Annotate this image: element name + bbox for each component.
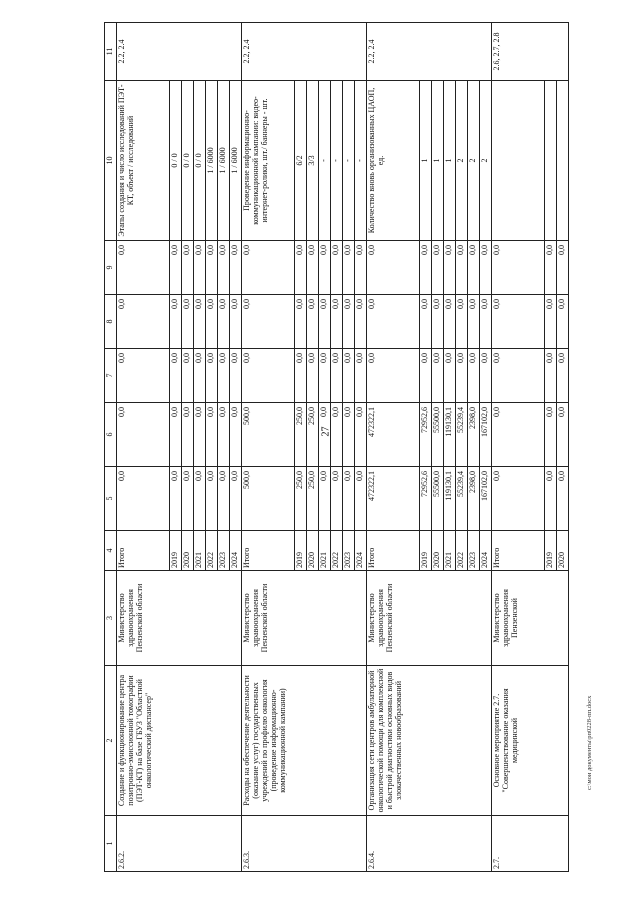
year-cell: 2023 bbox=[343, 531, 355, 571]
indicator-ref: 2.2, 2.4 bbox=[367, 23, 492, 81]
value-cell: 0,0 bbox=[343, 403, 355, 467]
value-cell: 0,0 bbox=[319, 467, 331, 531]
value-cell: 0,0 bbox=[343, 349, 355, 403]
table-row bbox=[492, 23, 545, 872]
indicator-value: 2 bbox=[468, 81, 480, 241]
value-cell: 0,0 bbox=[367, 241, 420, 295]
value-cell: 0,0 bbox=[117, 467, 170, 531]
value-cell: 0,0 bbox=[545, 467, 557, 531]
value-cell: 0,0 bbox=[432, 241, 444, 295]
item-name: Организация сети центров амбулаторной онкологической помощи для комплексной и быстрой диагностики основных видов злокачественных новообразований bbox=[367, 666, 492, 816]
value-cell: 119130,1 bbox=[444, 467, 456, 531]
column-number-5: 5 bbox=[105, 467, 117, 531]
year-cell: Итого bbox=[367, 531, 420, 571]
value-cell: 0,0 bbox=[319, 295, 331, 349]
value-cell: 55500,0 bbox=[432, 403, 444, 467]
value-cell: 0,0 bbox=[557, 467, 569, 531]
year-cell: Итого bbox=[117, 531, 170, 571]
column-number-6: 6 bbox=[105, 403, 117, 467]
value-cell: 0,0 bbox=[206, 295, 218, 349]
value-cell: 0,0 bbox=[331, 241, 343, 295]
value-cell: 0,0 bbox=[319, 241, 331, 295]
value-cell: 500,0 bbox=[242, 403, 295, 467]
year-cell: 2023 bbox=[468, 531, 480, 571]
item-name: Создание и функционирование центра позитронно-эмиссионной томографии (ПЭТ-КТ) на базе ГБУЗ "Областной онкологический диспансер" bbox=[117, 666, 242, 816]
value-cell: 0,0 bbox=[492, 403, 545, 467]
indicator-value: - bbox=[331, 81, 343, 241]
value-cell: 0,0 bbox=[218, 467, 230, 531]
value-cell: 0,0 bbox=[242, 241, 295, 295]
indicator-text bbox=[492, 81, 545, 241]
year-cell: 2019 bbox=[420, 531, 432, 571]
column-number-4: 4 bbox=[105, 531, 117, 571]
value-cell: 0,0 bbox=[492, 349, 545, 403]
indicator-value: 1 / 6000 bbox=[230, 81, 242, 241]
year-cell: Итого bbox=[492, 531, 545, 571]
column-number-2: 2 bbox=[105, 666, 117, 816]
value-cell: 0,0 bbox=[182, 467, 194, 531]
value-cell: 167102,0 bbox=[480, 403, 492, 467]
value-cell: 0,0 bbox=[206, 467, 218, 531]
year-cell: 2019 bbox=[170, 531, 182, 571]
year-cell: 2024 bbox=[355, 531, 367, 571]
value-cell: 0,0 bbox=[444, 241, 456, 295]
indicator-value bbox=[545, 81, 557, 241]
value-cell: 0,0 bbox=[557, 403, 569, 467]
value-cell: 0,0 bbox=[170, 295, 182, 349]
value-cell: 0,0 bbox=[206, 241, 218, 295]
year-cell: 2022 bbox=[456, 531, 468, 571]
value-cell: 0,0 bbox=[444, 349, 456, 403]
value-cell: 0,0 bbox=[307, 295, 319, 349]
value-cell: 0,0 bbox=[218, 403, 230, 467]
value-cell: 0,0 bbox=[492, 467, 545, 531]
value-cell: 0,0 bbox=[206, 403, 218, 467]
value-cell: 0,0 bbox=[295, 349, 307, 403]
indicator-ref: 2.6, 2.7, 2.8 bbox=[492, 23, 569, 81]
value-cell: 0,0 bbox=[182, 403, 194, 467]
indicator-value: - bbox=[355, 81, 367, 241]
table-row bbox=[117, 23, 170, 872]
value-cell: 0,0 bbox=[230, 295, 242, 349]
value-cell: 0,0 bbox=[295, 295, 307, 349]
value-cell: 250,0 bbox=[295, 403, 307, 467]
year-cell: 2021 bbox=[444, 531, 456, 571]
value-cell: 0,0 bbox=[480, 241, 492, 295]
item-executor: Министерство здравоохранения Пензенской области bbox=[242, 571, 367, 666]
indicator-value: 1 bbox=[420, 81, 432, 241]
year-cell: 2020 bbox=[557, 531, 569, 571]
year-cell: 2019 bbox=[545, 531, 557, 571]
item-number: 2.7. bbox=[492, 816, 569, 872]
value-cell: 0,0 bbox=[545, 295, 557, 349]
indicator-ref: 2.2, 2.4 bbox=[242, 23, 367, 81]
indicator-ref: 2.2, 2.4 bbox=[117, 23, 242, 81]
value-cell: 2398,0 bbox=[468, 403, 480, 467]
item-executor: Министерство здравоохранения Пензенской bbox=[492, 571, 569, 666]
value-cell: 0,0 bbox=[331, 403, 343, 467]
value-cell: 0,0 bbox=[557, 241, 569, 295]
indicator-value bbox=[557, 81, 569, 241]
table-row bbox=[367, 23, 420, 872]
value-cell: 0,0 bbox=[194, 467, 206, 531]
program-table bbox=[104, 22, 569, 872]
value-cell: 0,0 bbox=[170, 403, 182, 467]
rotated-table-container bbox=[104, 22, 609, 872]
value-cell: 0,0 bbox=[218, 295, 230, 349]
value-cell: 0,0 bbox=[218, 349, 230, 403]
value-cell: 0,0 bbox=[355, 467, 367, 531]
value-cell: 0,0 bbox=[230, 241, 242, 295]
value-cell: 0,0 bbox=[545, 349, 557, 403]
indicator-value: 6/2 bbox=[295, 81, 307, 241]
value-cell: 0,0 bbox=[194, 403, 206, 467]
page-number: 27 bbox=[320, 426, 332, 437]
value-cell: 0,0 bbox=[242, 349, 295, 403]
value-cell: 0,0 bbox=[355, 295, 367, 349]
value-cell: 0,0 bbox=[331, 295, 343, 349]
indicator-value: 1 / 6000 bbox=[218, 81, 230, 241]
value-cell: 0,0 bbox=[343, 467, 355, 531]
year-cell: Итого bbox=[242, 531, 295, 571]
column-numbers-row bbox=[105, 23, 117, 872]
value-cell: 167102,0 bbox=[480, 467, 492, 531]
year-cell: 2020 bbox=[432, 531, 444, 571]
value-cell: 250,0 bbox=[307, 467, 319, 531]
indicator-value: 0 / 0 bbox=[194, 81, 206, 241]
value-cell: 0,0 bbox=[420, 241, 432, 295]
value-cell: 0,0 bbox=[194, 241, 206, 295]
value-cell: 0,0 bbox=[170, 467, 182, 531]
item-number: 2.6.4. bbox=[367, 816, 492, 872]
value-cell: 0,0 bbox=[545, 241, 557, 295]
value-cell: 0,0 bbox=[367, 349, 420, 403]
value-cell: 72952,6 bbox=[420, 467, 432, 531]
value-cell: 0,0 bbox=[307, 349, 319, 403]
column-number-7: 7 bbox=[105, 349, 117, 403]
value-cell: 0,0 bbox=[117, 403, 170, 467]
item-name: Основное мероприятие 2.7. "Совершенствование оказания медицинской bbox=[492, 666, 569, 816]
item-name: Расходы на обеспечение деятельности (оказание услуг) государственных учреждений по профилю онкология (проведение информационно-коммуникационной кампании) bbox=[242, 666, 367, 816]
value-cell: 0,0 bbox=[492, 295, 545, 349]
value-cell: 500,0 bbox=[242, 467, 295, 531]
item-number: 2.6.3. bbox=[242, 816, 367, 872]
value-cell: 0,0 bbox=[456, 295, 468, 349]
value-cell: 0,0 bbox=[230, 403, 242, 467]
item-executor: Министерство здравоохранения Пензенской области bbox=[367, 571, 492, 666]
value-cell: 0,0 bbox=[355, 403, 367, 467]
value-cell: 0,0 bbox=[319, 349, 331, 403]
value-cell: 0,0 bbox=[367, 295, 420, 349]
value-cell: 0,0 bbox=[355, 349, 367, 403]
value-cell: 0,0 bbox=[331, 467, 343, 531]
value-cell: 0,0 bbox=[117, 349, 170, 403]
value-cell: 0,0 bbox=[557, 349, 569, 403]
column-number-11: 11 bbox=[105, 23, 117, 81]
year-cell: 2019 bbox=[295, 531, 307, 571]
value-cell: 250,0 bbox=[307, 403, 319, 467]
column-number-1: 1 bbox=[105, 816, 117, 872]
indicator-value: 1 bbox=[444, 81, 456, 241]
year-cell: 2020 bbox=[182, 531, 194, 571]
value-cell: 250,0 bbox=[295, 467, 307, 531]
value-cell: 55239,4 bbox=[456, 467, 468, 531]
year-cell: 2022 bbox=[331, 531, 343, 571]
value-cell: 0,0 bbox=[468, 241, 480, 295]
column-number-3: 3 bbox=[105, 571, 117, 666]
indicator-value: 1 / 6000 bbox=[206, 81, 218, 241]
value-cell: 0,0 bbox=[432, 349, 444, 403]
column-number-9: 9 bbox=[105, 241, 117, 295]
year-cell: 2021 bbox=[319, 531, 331, 571]
value-cell: 0,0 bbox=[456, 349, 468, 403]
value-cell: 0,0 bbox=[194, 349, 206, 403]
value-cell: 0,0 bbox=[420, 349, 432, 403]
value-cell: 0,0 bbox=[117, 295, 170, 349]
indicator-value: - bbox=[319, 81, 331, 241]
value-cell: 0,0 bbox=[182, 241, 194, 295]
value-cell: 0,0 bbox=[492, 241, 545, 295]
value-cell: 472322,1 bbox=[367, 403, 420, 467]
value-cell: 0,0 bbox=[218, 241, 230, 295]
indicator-value: 0 / 0 bbox=[170, 81, 182, 241]
value-cell: 0,0 bbox=[170, 349, 182, 403]
indicator-value: 1 bbox=[432, 81, 444, 241]
value-cell: 0,0 bbox=[230, 349, 242, 403]
table-row bbox=[242, 23, 295, 872]
value-cell: 0,0 bbox=[230, 467, 242, 531]
value-cell: 0,0 bbox=[319, 403, 331, 467]
value-cell: 0,0 bbox=[545, 403, 557, 467]
indicator-text: Проведение информационно-коммуникационной кампании: видео-интернет-ролики, шт./ баннеры - шт. bbox=[242, 81, 295, 241]
value-cell: 0,0 bbox=[456, 241, 468, 295]
value-cell: 55239,4 bbox=[456, 403, 468, 467]
value-cell: 0,0 bbox=[182, 349, 194, 403]
column-number-10: 10 bbox=[105, 81, 117, 241]
indicator-value: 2 bbox=[456, 81, 468, 241]
year-cell: 2022 bbox=[206, 531, 218, 571]
value-cell: 0,0 bbox=[480, 295, 492, 349]
year-cell: 2023 bbox=[218, 531, 230, 571]
year-cell: 2021 bbox=[194, 531, 206, 571]
year-cell: 2024 bbox=[230, 531, 242, 571]
value-cell: 0,0 bbox=[444, 295, 456, 349]
value-cell: 2398,0 bbox=[468, 467, 480, 531]
value-cell: 119130,1 bbox=[444, 403, 456, 467]
value-cell: 72952,6 bbox=[420, 403, 432, 467]
year-cell: 2020 bbox=[307, 531, 319, 571]
indicator-value: 2 bbox=[480, 81, 492, 241]
value-cell: 0,0 bbox=[343, 241, 355, 295]
value-cell: 0,0 bbox=[557, 295, 569, 349]
value-cell: 0,0 bbox=[170, 241, 182, 295]
value-cell: 0,0 bbox=[331, 349, 343, 403]
value-cell: 0,0 bbox=[307, 241, 319, 295]
column-number-8: 8 bbox=[105, 295, 117, 349]
indicator-value: 3/3 bbox=[307, 81, 319, 241]
indicator-value: 0 / 0 bbox=[182, 81, 194, 241]
value-cell: 0,0 bbox=[182, 295, 194, 349]
value-cell: 0,0 bbox=[194, 295, 206, 349]
value-cell: 0,0 bbox=[468, 349, 480, 403]
value-cell: 55500,0 bbox=[432, 467, 444, 531]
value-cell: 0,0 bbox=[355, 241, 367, 295]
value-cell: 472322,1 bbox=[367, 467, 420, 531]
value-cell: 0,0 bbox=[468, 295, 480, 349]
table-body bbox=[117, 23, 569, 872]
indicator-value: - bbox=[343, 81, 355, 241]
indicator-text: Этапы создания и число исследований ПЭТ-КТ, объект / исследований bbox=[117, 81, 170, 241]
indicator-text: Количество вновь организованных ЦАОП, ед. bbox=[367, 81, 420, 241]
value-cell: 0,0 bbox=[206, 349, 218, 403]
file-path-footer: c:\мои документы\рп0228-пп.docx bbox=[586, 695, 593, 790]
year-cell: 2024 bbox=[480, 531, 492, 571]
item-number: 2.6.2. bbox=[117, 816, 242, 872]
value-cell: 0,0 bbox=[117, 241, 170, 295]
value-cell: 0,0 bbox=[343, 295, 355, 349]
value-cell: 0,0 bbox=[432, 295, 444, 349]
item-executor: Министерство здравоохранения Пензенской области bbox=[117, 571, 242, 666]
value-cell: 0,0 bbox=[420, 295, 432, 349]
value-cell: 0,0 bbox=[480, 349, 492, 403]
value-cell: 0,0 bbox=[242, 295, 295, 349]
value-cell: 0,0 bbox=[295, 241, 307, 295]
